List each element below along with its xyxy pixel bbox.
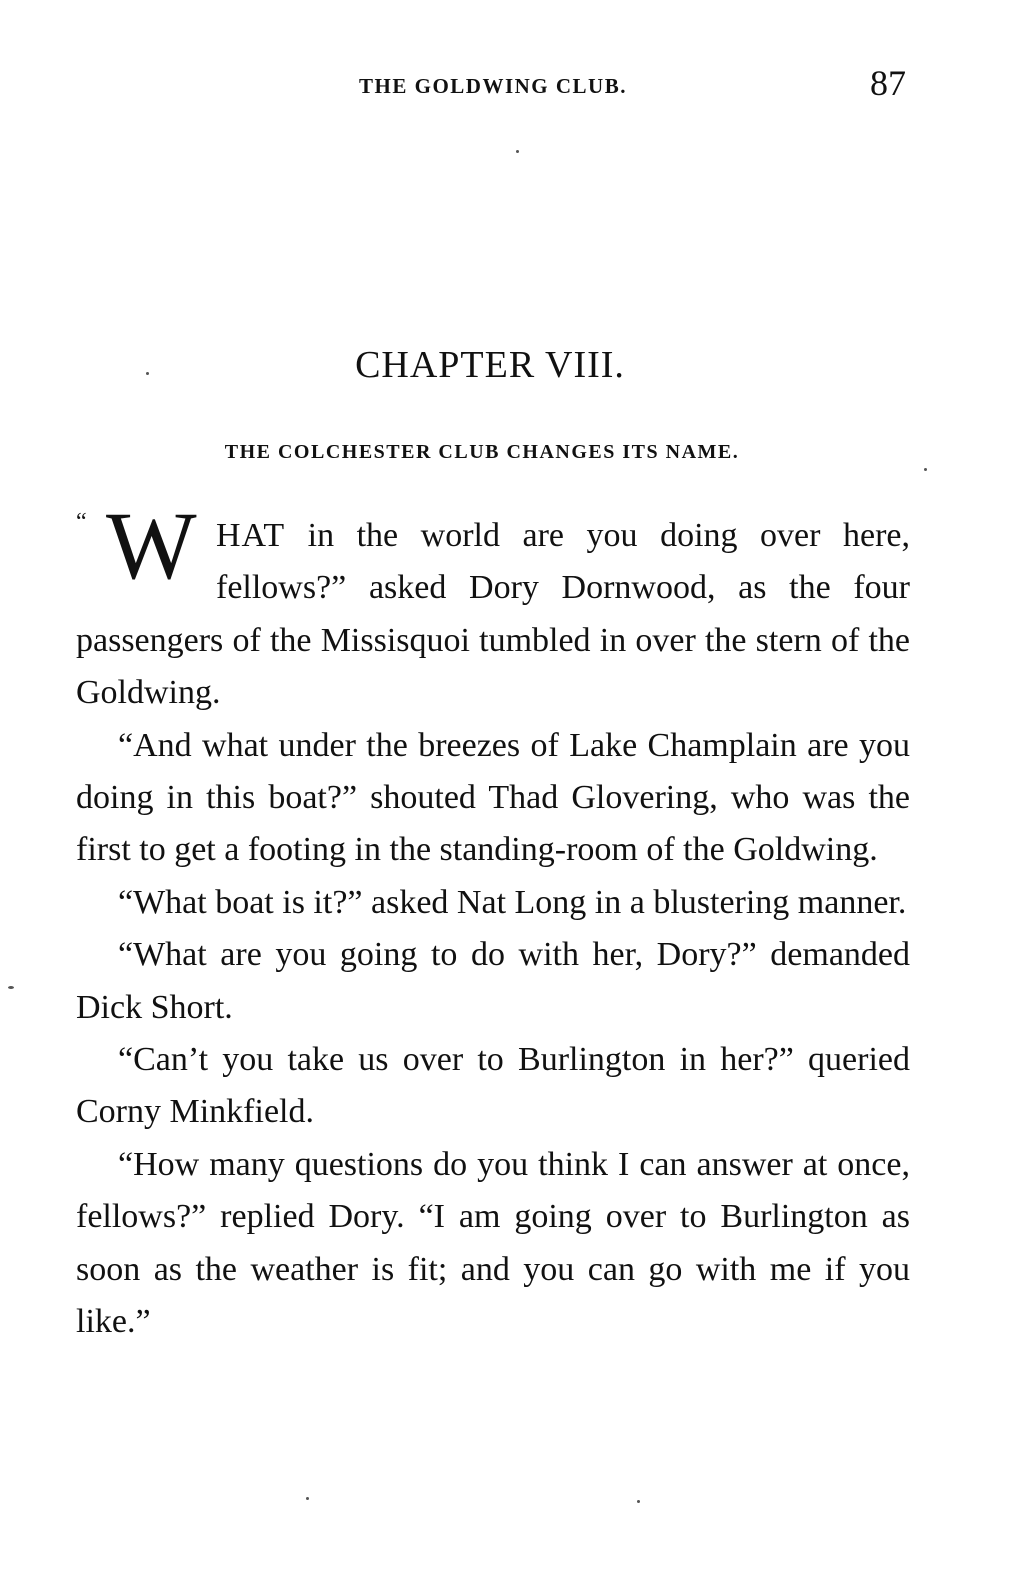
paragraph-2: “And what under the breezes of Lake Champlain are you doing in this boat?” shouted Thad Glovering, who was the first to get a footing in the standing-room of the Goldwing. <box>76 726 910 869</box>
print-speck <box>306 1497 309 1500</box>
print-speck <box>8 986 14 989</box>
page-number: 87 <box>870 63 906 103</box>
print-speck <box>637 1500 640 1503</box>
drop-cap-letter: W <box>106 492 197 599</box>
paragraph-4: “What are you going to do with her, Dory?” demanded Dick Short. <box>76 936 910 1026</box>
print-speck <box>516 150 519 153</box>
paragraph-1-small-caps: HAT <box>216 517 286 554</box>
paragraph-5: “Can’t you take us over to Burlington in her?” queried Corny Minkfield. <box>76 1041 910 1131</box>
drop-cap-block <box>76 492 212 602</box>
body-text <box>76 492 910 1349</box>
running-title: THE GOLDWING CLUB. <box>359 74 627 98</box>
paragraph-6: “How many questions do you think I can answer at once, fellows?” replied Dory. “I am going over to Burlington as soon as the weather is fit; and you can go with me if you like.” <box>76 1145 910 1341</box>
print-speck <box>146 372 149 375</box>
paragraph-1-text: in the world are you doing over here, fellows?” asked Dory Dornwood, as the four passengers of the Missisquoi tumbled in over the stern of the Goldwing. <box>76 517 910 712</box>
paragraph-1 <box>76 492 910 720</box>
running-head <box>76 62 910 102</box>
chapter-title: CHAPTER VIII. <box>355 344 625 386</box>
print-speck <box>924 468 927 471</box>
paragraph-3: “What boat is it?” asked Nat Long in a blustering manner. <box>118 883 907 921</box>
chapter-subtitle: THE COLCHESTER CLUB CHANGES ITS NAME. <box>224 441 740 463</box>
drop-cap-quote: “ <box>76 509 87 535</box>
